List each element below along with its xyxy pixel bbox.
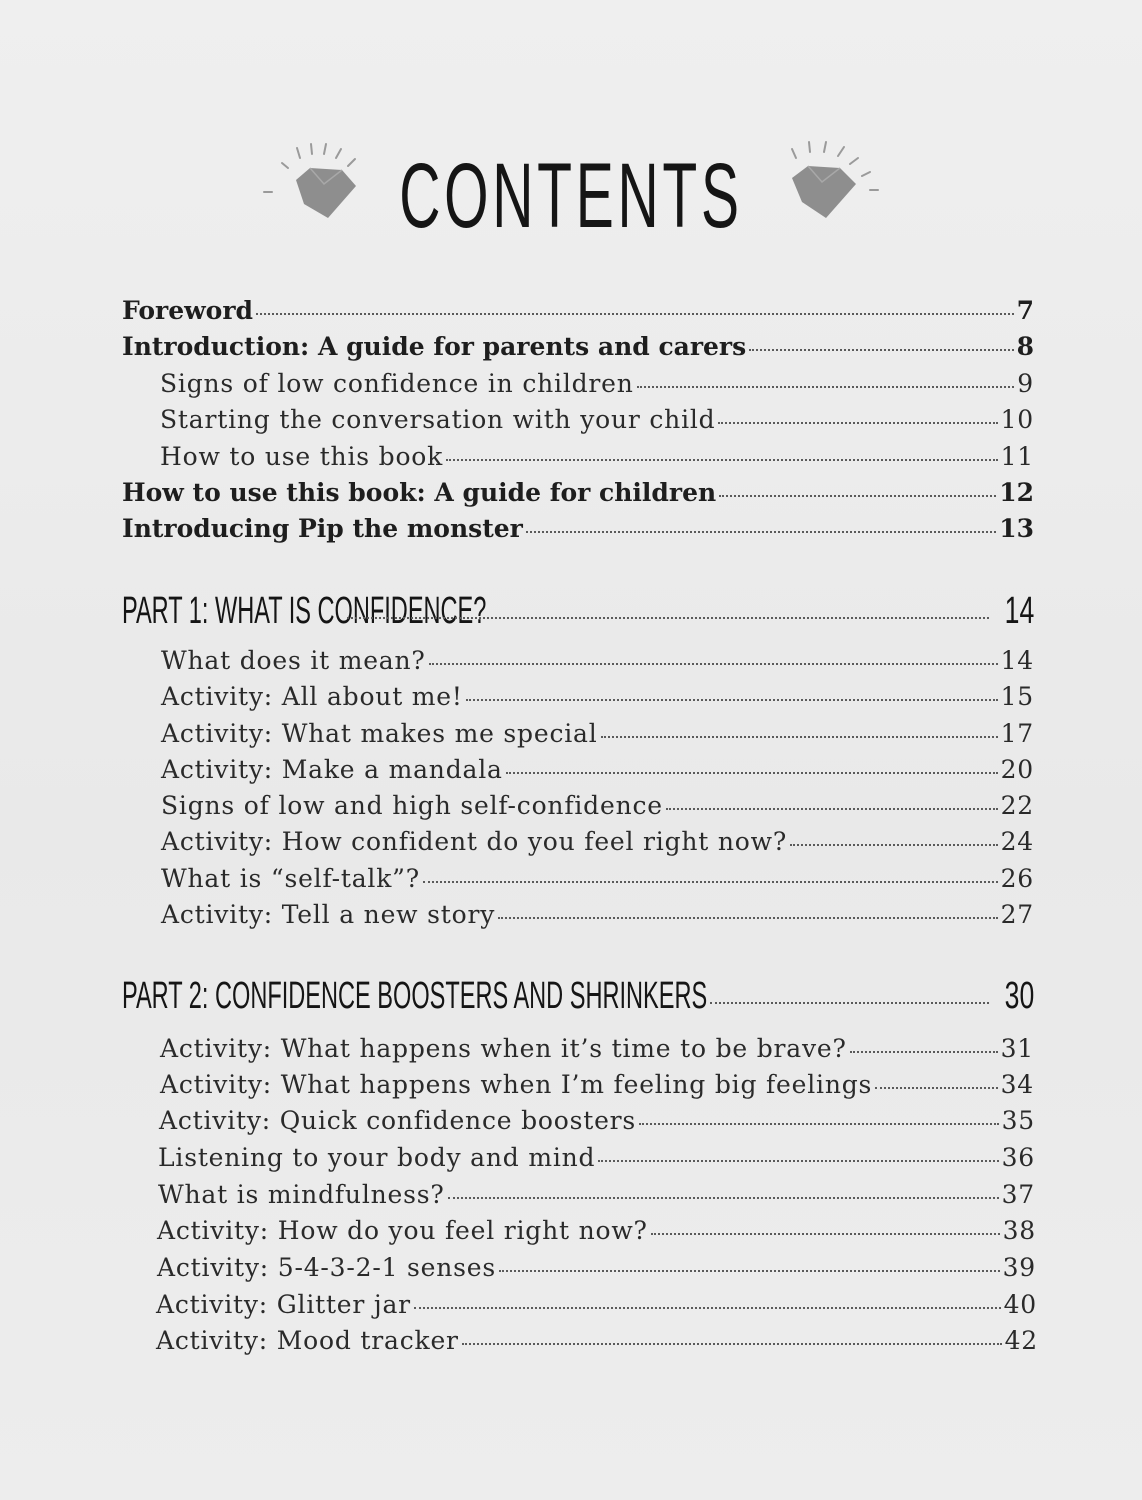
page-number: 27 — [1000, 900, 1034, 929]
page-number: 40 — [1003, 1290, 1037, 1319]
toc-subentry[interactable]: Activity: How do you feel right now? 38 — [157, 1216, 1036, 1245]
page-number: 17 — [1000, 719, 1034, 748]
toc-subentry[interactable]: Activity: Mood tracker 42 — [156, 1326, 1038, 1355]
toc-subentry[interactable]: Signs of low confidence in children 9 — [160, 369, 1034, 398]
page-number: 22 — [1000, 791, 1034, 820]
page-number: 11 — [1000, 442, 1034, 471]
toc-subentry[interactable]: What is “self-talk”? 26 — [161, 864, 1034, 893]
dot-leader — [639, 1122, 999, 1125]
page-number: 37 — [1001, 1180, 1035, 1209]
page-number: 31 — [1000, 1034, 1034, 1063]
toc-subentry[interactable]: How to use this book 11 — [160, 442, 1034, 471]
page-number: 12 — [999, 478, 1034, 507]
toc-entry[interactable]: How to use this book: A guide for children 12 — [122, 478, 1034, 507]
dot-leader — [462, 1342, 1002, 1345]
page-number: 7 — [1016, 296, 1034, 325]
dot-leader — [850, 1050, 998, 1053]
dot-leader — [423, 880, 998, 883]
dot-leader — [710, 1001, 989, 1004]
dot-leader — [466, 698, 998, 701]
dot-leader — [498, 916, 997, 919]
dot-leader — [429, 662, 998, 665]
page-title: CONTENTS — [399, 145, 743, 247]
dot-leader — [790, 843, 998, 846]
page-number: 10 — [1000, 405, 1034, 434]
page-number: 34 — [1000, 1070, 1034, 1099]
dot-leader — [601, 735, 998, 738]
dot-leader — [347, 616, 989, 619]
title-area — [0, 138, 1142, 248]
page-number: 30 — [1004, 975, 1034, 1017]
sparkling-gem-icon — [766, 138, 886, 228]
dot-leader — [256, 312, 1014, 315]
dot-leader — [598, 1159, 998, 1162]
page-number: 38 — [1002, 1216, 1036, 1245]
toc-subentry[interactable]: Activity: 5-4-3-2-1 senses 39 — [157, 1253, 1036, 1282]
dot-leader — [875, 1086, 997, 1089]
page-number: 9 — [1017, 369, 1034, 398]
part-heading[interactable]: PART 1: WHAT IS CONFIDENCE? 14 — [122, 590, 1034, 632]
toc-subentry[interactable]: Activity: Tell a new story 27 — [161, 900, 1034, 929]
toc-subentry[interactable]: Activity: Quick confidence boosters 35 — [159, 1106, 1035, 1135]
page-number: 15 — [1000, 682, 1034, 711]
dot-leader — [749, 348, 1013, 351]
toc-subentry[interactable]: Activity: What happens when I’m feeling big feelings 34 — [160, 1070, 1034, 1099]
page-number: 14 — [1004, 590, 1034, 632]
dot-leader — [637, 385, 1015, 388]
toc-subentry[interactable]: Activity: Glitter jar 40 — [156, 1290, 1037, 1319]
toc-subentry[interactable]: Listening to your body and mind 36 — [158, 1143, 1035, 1172]
toc-subentry[interactable]: What is mindfulness? 37 — [158, 1180, 1035, 1209]
toc-entry[interactable]: Foreword 7 — [122, 296, 1034, 325]
toc-subentry[interactable]: What does it mean? 14 — [161, 646, 1034, 675]
dot-leader — [526, 530, 996, 533]
page-number: 13 — [999, 514, 1034, 543]
page-number: 35 — [1001, 1106, 1035, 1135]
toc-subentry[interactable]: Starting the conversation with your child 10 — [160, 405, 1034, 434]
toc-entry[interactable]: Introduction: A guide for parents and carers 8 — [122, 332, 1034, 361]
dot-leader — [651, 1232, 1000, 1235]
page-number: 39 — [1002, 1253, 1036, 1282]
dot-leader — [718, 421, 997, 424]
part-heading[interactable]: PART 2: CONFIDENCE BOOSTERS AND SHRINKERS 30 — [122, 975, 1034, 1017]
page-number: 26 — [1000, 864, 1034, 893]
page-number: 42 — [1004, 1326, 1038, 1355]
page-number: 14 — [1000, 646, 1034, 675]
page-number: 24 — [1000, 827, 1034, 856]
dot-leader — [719, 494, 996, 497]
dot-leader — [446, 458, 997, 461]
toc-subentry[interactable]: Signs of low and high self-confidence 22 — [161, 791, 1034, 820]
dot-leader — [506, 771, 998, 774]
toc-subentry[interactable]: Activity: Make a mandala 20 — [161, 755, 1034, 784]
toc-subentry[interactable]: Activity: How confident do you feel right now? 24 — [161, 827, 1034, 856]
dot-leader — [448, 1196, 999, 1199]
toc-subentry[interactable]: Activity: What happens when it’s time to be brave? 31 — [160, 1034, 1034, 1063]
page-number: 36 — [1001, 1143, 1035, 1172]
page-number: 8 — [1016, 332, 1034, 361]
dot-leader — [666, 807, 998, 810]
toc-subentry[interactable]: Activity: All about me! 15 — [161, 682, 1034, 711]
page-number: 20 — [1000, 755, 1034, 784]
toc-entry[interactable]: Introducing Pip the monster 13 — [122, 514, 1034, 543]
dot-leader — [499, 1269, 1000, 1272]
dot-leader — [414, 1306, 1001, 1309]
toc-subentry[interactable]: Activity: What makes me special 17 — [161, 719, 1034, 748]
